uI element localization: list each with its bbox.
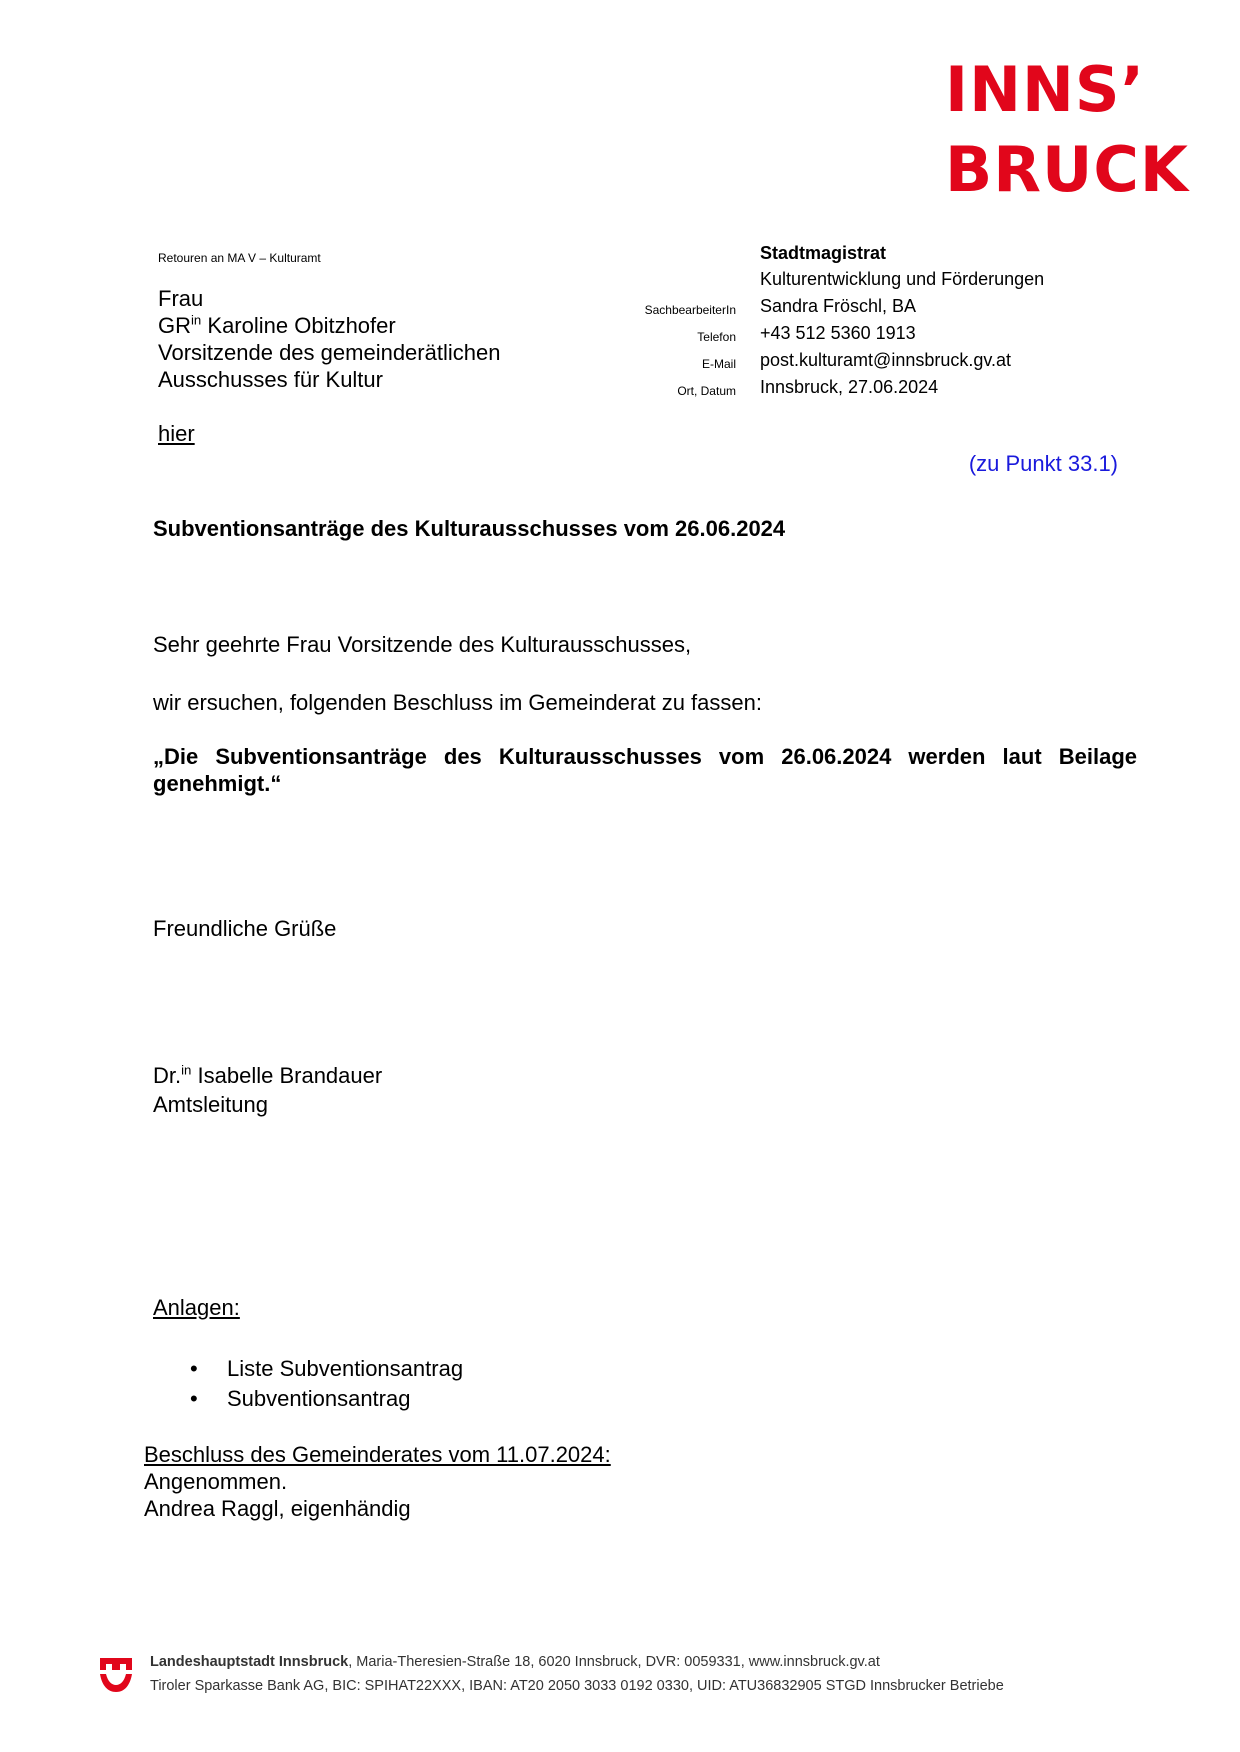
sender-label-phone: Telefon xyxy=(697,330,736,344)
footer-line-2: Tiroler Sparkasse Bank AG, BIC: SPIHAT22XXX, IBAN: AT20 2050 3033 0192 0330, UID: ATU36832905 STGD Innsbrucker Betriebe xyxy=(150,1678,1004,1694)
recipient-location: hier xyxy=(158,421,195,446)
sender-value-date: Innsbruck, 27.06.2024 xyxy=(760,377,939,397)
recipient-title: GR xyxy=(158,313,191,338)
recipient-name: Karoline Obitzhofer xyxy=(207,313,396,338)
letter-greeting: Sehr geehrte Frau Vorsitzende des Kulturausschusses, xyxy=(153,632,692,657)
sender-label-date: Ort, Datum xyxy=(677,384,736,398)
letter-subject: Subventionsanträge des Kulturausschusses vom 26.06.2024 xyxy=(153,516,786,541)
decision-signed: Andrea Raggl, eigenhändig xyxy=(144,1496,411,1521)
city-emblem-icon xyxy=(100,1658,132,1692)
signatory-title-sup: in xyxy=(181,1062,192,1078)
attachment-item: • Subventionsantrag xyxy=(190,1384,463,1414)
recipient-block xyxy=(158,285,500,393)
sender-office: Stadtmagistrat xyxy=(760,243,887,263)
sender-value-phone: +43 512 5360 1913 xyxy=(760,323,916,343)
decision-heading: Beschluss des Gemeinderates vom 11.07.2024: xyxy=(144,1442,611,1467)
innsbruck-logo xyxy=(945,50,1190,210)
logo-line-1: INNS’ xyxy=(945,53,1146,126)
sender-department: Kulturentwicklung und Förderungen xyxy=(760,269,1045,289)
recipient-name-line xyxy=(158,312,500,339)
signatory-title: Dr. xyxy=(153,1063,182,1088)
agenda-reference: (zu Punkt 33.1) xyxy=(968,451,1118,476)
logo-line-2: BRUCK xyxy=(945,133,1189,206)
sender-value-email: post.kulturamt@innsbruck.gv.at xyxy=(760,350,1012,370)
sender-value-clerk: Sandra Fröschl, BA xyxy=(760,296,917,316)
recipient-title-sup: in xyxy=(191,312,202,328)
attachments-heading: Anlagen: xyxy=(153,1295,240,1320)
attachments-list xyxy=(190,1354,463,1414)
footer-text xyxy=(150,1650,1004,1698)
decision-block xyxy=(144,1441,611,1522)
decision-result: Angenommen. xyxy=(144,1469,288,1494)
sender-label-email: E-Mail xyxy=(701,357,736,371)
sender-label-clerk: SachbearbeiterIn xyxy=(644,303,736,317)
resolution-text: „Die Subventionsanträge des Kulturausschusses vom 26.06.2024 werden laut Beilage genehmigt.“ xyxy=(153,744,1137,796)
footer-line-1 xyxy=(150,1650,1004,1674)
recipient-role-line-2: Ausschusses für Kultur xyxy=(158,367,383,392)
recipient-salutation: Frau xyxy=(158,286,204,311)
recipient-role-line-1: Vorsitzende des gemeinderätlichen xyxy=(158,340,501,365)
footer-org: Landeshauptstadt Innsbruck xyxy=(150,1654,349,1670)
letter-request: wir ersuchen, folgenden Beschluss im Gemeinderat zu fassen: xyxy=(153,690,762,715)
signatory-block xyxy=(153,1061,382,1119)
return-address: Retouren an MA V – Kulturamt xyxy=(158,251,321,265)
signatory-name: Isabelle Brandauer xyxy=(197,1063,383,1088)
signatory-role: Amtsleitung xyxy=(153,1092,268,1117)
footer-address: , Maria-Theresien-Straße 18, 6020 Innsbruck, DVR: 0059331, www.innsbruck.gv.at xyxy=(348,1654,880,1670)
signatory-name-line xyxy=(153,1061,382,1090)
letter-closing: Freundliche Grüße xyxy=(153,916,337,941)
attachment-item: • Liste Subventionsantrag xyxy=(190,1354,463,1384)
